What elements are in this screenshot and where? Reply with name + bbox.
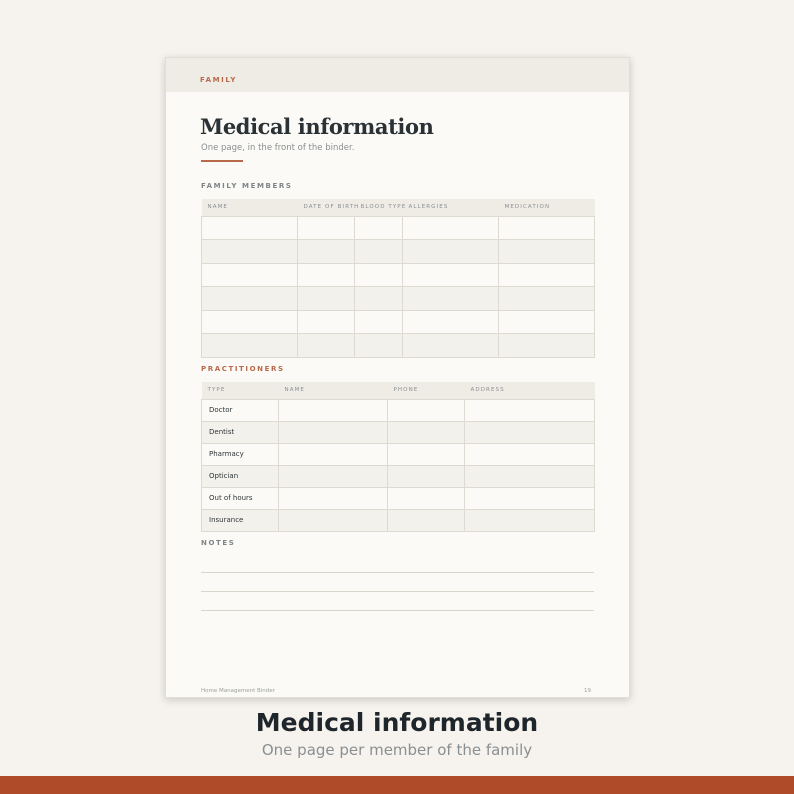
table-cell[interactable] (388, 421, 465, 443)
table-cell[interactable] (202, 240, 298, 264)
table-cell[interactable] (202, 287, 298, 311)
binder-page (165, 57, 630, 698)
table-row (202, 465, 595, 487)
table-cell[interactable] (355, 263, 403, 287)
title-underline (201, 160, 243, 162)
column-header-allergies: ALLERGIES (403, 199, 499, 216)
table-row (202, 263, 595, 287)
column-header-type: TYPE (202, 382, 279, 399)
column-header-address: ADDRESS (465, 382, 595, 399)
table-row (202, 216, 595, 240)
table-cell[interactable] (298, 263, 355, 287)
footer-binder-name: Home Management Binder (201, 688, 275, 694)
table-cell[interactable] (202, 310, 298, 334)
table-cell[interactable] (499, 287, 595, 311)
table-cell[interactable] (298, 334, 355, 358)
table-cell[interactable] (202, 216, 298, 240)
practitioner-type: Insurance (202, 509, 279, 531)
table-cell[interactable] (403, 263, 499, 287)
column-header-phone: PHONE (388, 382, 465, 399)
practitioner-type: Optician (202, 465, 279, 487)
table-row (202, 310, 595, 334)
table-cell[interactable] (279, 421, 388, 443)
table-row (202, 443, 595, 465)
notes-label: NOTES (201, 539, 236, 547)
table-cell[interactable] (355, 240, 403, 264)
table-cell[interactable] (465, 421, 595, 443)
table-cell[interactable] (279, 399, 388, 421)
table-cell[interactable] (403, 240, 499, 264)
page-header-band (166, 58, 629, 92)
table-cell[interactable] (355, 287, 403, 311)
column-header-blood-type: BLOOD TYPE (355, 199, 403, 216)
table-cell[interactable] (403, 216, 499, 240)
column-header-medication: MEDICATION (499, 199, 595, 216)
column-header-name: NAME (202, 199, 298, 216)
note-line[interactable] (201, 610, 594, 611)
practitioners-label: PRACTITIONERS (201, 365, 285, 373)
table-cell[interactable] (298, 310, 355, 334)
table-cell[interactable] (388, 509, 465, 531)
table-cell[interactable] (279, 465, 388, 487)
table-cell[interactable] (465, 487, 595, 509)
column-header-name: NAME (279, 382, 388, 399)
table-cell[interactable] (499, 334, 595, 358)
table-cell[interactable] (355, 216, 403, 240)
family-members-label: FAMILY MEMBERS (201, 182, 293, 190)
page-title: Medical information (200, 114, 434, 139)
table-cell[interactable] (465, 465, 595, 487)
practitioners-table (201, 382, 595, 532)
bottom-accent-bar (0, 776, 794, 794)
table-cell[interactable] (355, 310, 403, 334)
table-cell[interactable] (279, 487, 388, 509)
practitioner-type: Out of hours (202, 487, 279, 509)
table-cell[interactable] (465, 443, 595, 465)
note-line[interactable] (201, 591, 594, 592)
table-cell[interactable] (298, 216, 355, 240)
table-row (202, 399, 595, 421)
table-cell[interactable] (465, 509, 595, 531)
table-cell[interactable] (202, 334, 298, 358)
table-cell[interactable] (403, 334, 499, 358)
page-subtitle: One page, in the front of the binder. (201, 143, 355, 153)
table-row (202, 509, 595, 531)
table-cell[interactable] (298, 287, 355, 311)
table-cell[interactable] (388, 487, 465, 509)
table-row (202, 334, 595, 358)
table-row (202, 240, 595, 264)
table-cell[interactable] (202, 263, 298, 287)
table-cell[interactable] (499, 216, 595, 240)
caption-title: Medical information (255, 708, 539, 737)
table-cell[interactable] (403, 310, 499, 334)
table-row (202, 421, 595, 443)
table-cell[interactable] (298, 240, 355, 264)
caption-subtitle: One page per member of the family (261, 741, 533, 759)
note-line[interactable] (201, 572, 594, 573)
practitioner-type: Doctor (202, 399, 279, 421)
practitioner-type: Pharmacy (202, 443, 279, 465)
table-cell[interactable] (499, 263, 595, 287)
table-cell[interactable] (355, 334, 403, 358)
table-cell[interactable] (499, 310, 595, 334)
table-cell[interactable] (388, 399, 465, 421)
practitioner-type: Dentist (202, 421, 279, 443)
practitioners-header-row (202, 382, 595, 399)
column-header-date-of-birth: DATE OF BIRTH (298, 199, 355, 216)
footer-page-number: 19 (584, 688, 591, 694)
table-cell[interactable] (388, 465, 465, 487)
table-row (202, 487, 595, 509)
table-cell[interactable] (403, 287, 499, 311)
family-members-table (201, 199, 595, 358)
family-members-header-row (202, 199, 595, 216)
table-cell[interactable] (279, 443, 388, 465)
table-cell[interactable] (279, 509, 388, 531)
table-row (202, 287, 595, 311)
table-cell[interactable] (388, 443, 465, 465)
section-tag: FAMILY (200, 76, 238, 84)
table-cell[interactable] (465, 399, 595, 421)
table-cell[interactable] (499, 240, 595, 264)
